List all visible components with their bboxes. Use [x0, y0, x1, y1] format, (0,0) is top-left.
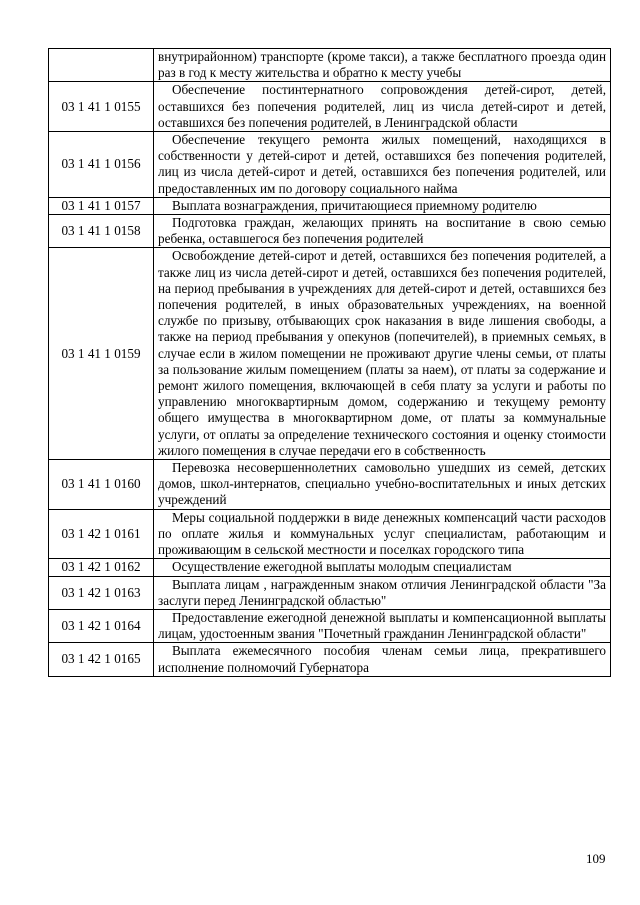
table-row	[49, 82, 611, 132]
row-description: внутрирайонном) транспорте (кроме такси), а также бесплатного проезда один раз в год к месту жительства и обратно к месту учебы	[154, 49, 611, 82]
row-description: Выплата вознаграждения, причитающиеся приемному родителю	[154, 197, 611, 214]
row-description: Предоставление ежегодной денежной выплаты и компенсационной выплаты лицам, удостоенным звания "Почетный гражданин Ленинградской области"	[154, 609, 611, 642]
row-code: 03 1 41 1 0155	[49, 82, 154, 132]
table-row	[49, 248, 611, 460]
row-code: 03 1 41 1 0156	[49, 132, 154, 198]
row-description: Перевозка несовершеннолетних самовольно ушедших из семей, детских домов, школ-интернатов, специально учебно-воспитательных и иных детских учреждений	[154, 460, 611, 510]
table-row	[49, 215, 611, 248]
row-description: Обеспечение текущего ремонта жилых помещений, находящихся в собственности у детей-сирот и детей, оставшихся без попечения родителей, лиц из числа детей-сирот и детей, оставшихся без попечения родителей, или предоставленных им по договору социального найма	[154, 132, 611, 198]
row-code: 03 1 42 1 0165	[49, 643, 154, 676]
table-row	[49, 576, 611, 609]
row-code: 03 1 42 1 0164	[49, 609, 154, 642]
table-row	[49, 509, 611, 559]
row-description: Выплата ежемесячного пособия членам семьи лица, прекратившего исполнение полномочий Губернатора	[154, 643, 611, 676]
row-code	[49, 49, 154, 82]
row-description: Освобождение детей-сирот и детей, оставшихся без попечения родителей, а также лиц из числа детей-сирот и детей, оставшихся без попечения родителей, на период пребывания в учреждениях для детей-сирот и детей, оставшихся без попечения родителей, в иных образовательных учреждениях, на военной службе по призыву, отбывающих срок наказания в виде лишения свободы, а также на период пребывания у опекунов (попечителей), в приемных семьях, в случае если в жилом помещении не проживают другие члены семьи, от платы за пользование жилым помещением (платы за наем), от платы за содержание и ремонт жилого помещения, включающей в себя плату за услуги и работы по управлению многоквартирным домом, содержанию и текущему ремонту общего имущества в многоквартирном доме, от платы за коммунальные услуги, от оплаты за определение технического состояния и оценку стоимости жилого помещения в случае передачи его в собственность	[154, 248, 611, 460]
row-code: 03 1 41 1 0159	[49, 248, 154, 460]
table-row	[49, 643, 611, 676]
row-code: 03 1 41 1 0160	[49, 460, 154, 510]
table-body	[49, 49, 611, 677]
row-code: 03 1 41 1 0158	[49, 215, 154, 248]
table-row	[49, 559, 611, 576]
row-code: 03 1 41 1 0157	[49, 197, 154, 214]
row-description: Осуществление ежегодной выплаты молодым специалистам	[154, 559, 611, 576]
row-description: Меры социальной поддержки в виде денежных компенсаций части расходов по оплате жилья и коммунальных услуг специалистам, работающим и проживающим в сельской местности и поселках городского типа	[154, 509, 611, 559]
table-row	[49, 132, 611, 198]
row-code: 03 1 42 1 0163	[49, 576, 154, 609]
table-row	[49, 197, 611, 214]
table-row	[49, 609, 611, 642]
row-code: 03 1 42 1 0161	[49, 509, 154, 559]
row-description: Выплата лицам , награжденным знаком отличия Ленинградской области "За заслуги перед Ленинградской областью"	[154, 576, 611, 609]
row-description: Обеспечение постинтернатного сопровождения детей-сирот, детей, оставшихся без попечения родителей, лиц из числа детей-сирот и детей, оставшихся без попечения родителей, в Ленинградской области	[154, 82, 611, 132]
row-code: 03 1 42 1 0162	[49, 559, 154, 576]
budget-code-table	[48, 48, 611, 677]
row-description: Подготовка граждан, желающих принять на воспитание в свою семью ребенка, оставшегося без попечения родителей	[154, 215, 611, 248]
table-row	[49, 460, 611, 510]
page-number: 109	[586, 851, 606, 866]
table-row	[49, 49, 611, 82]
